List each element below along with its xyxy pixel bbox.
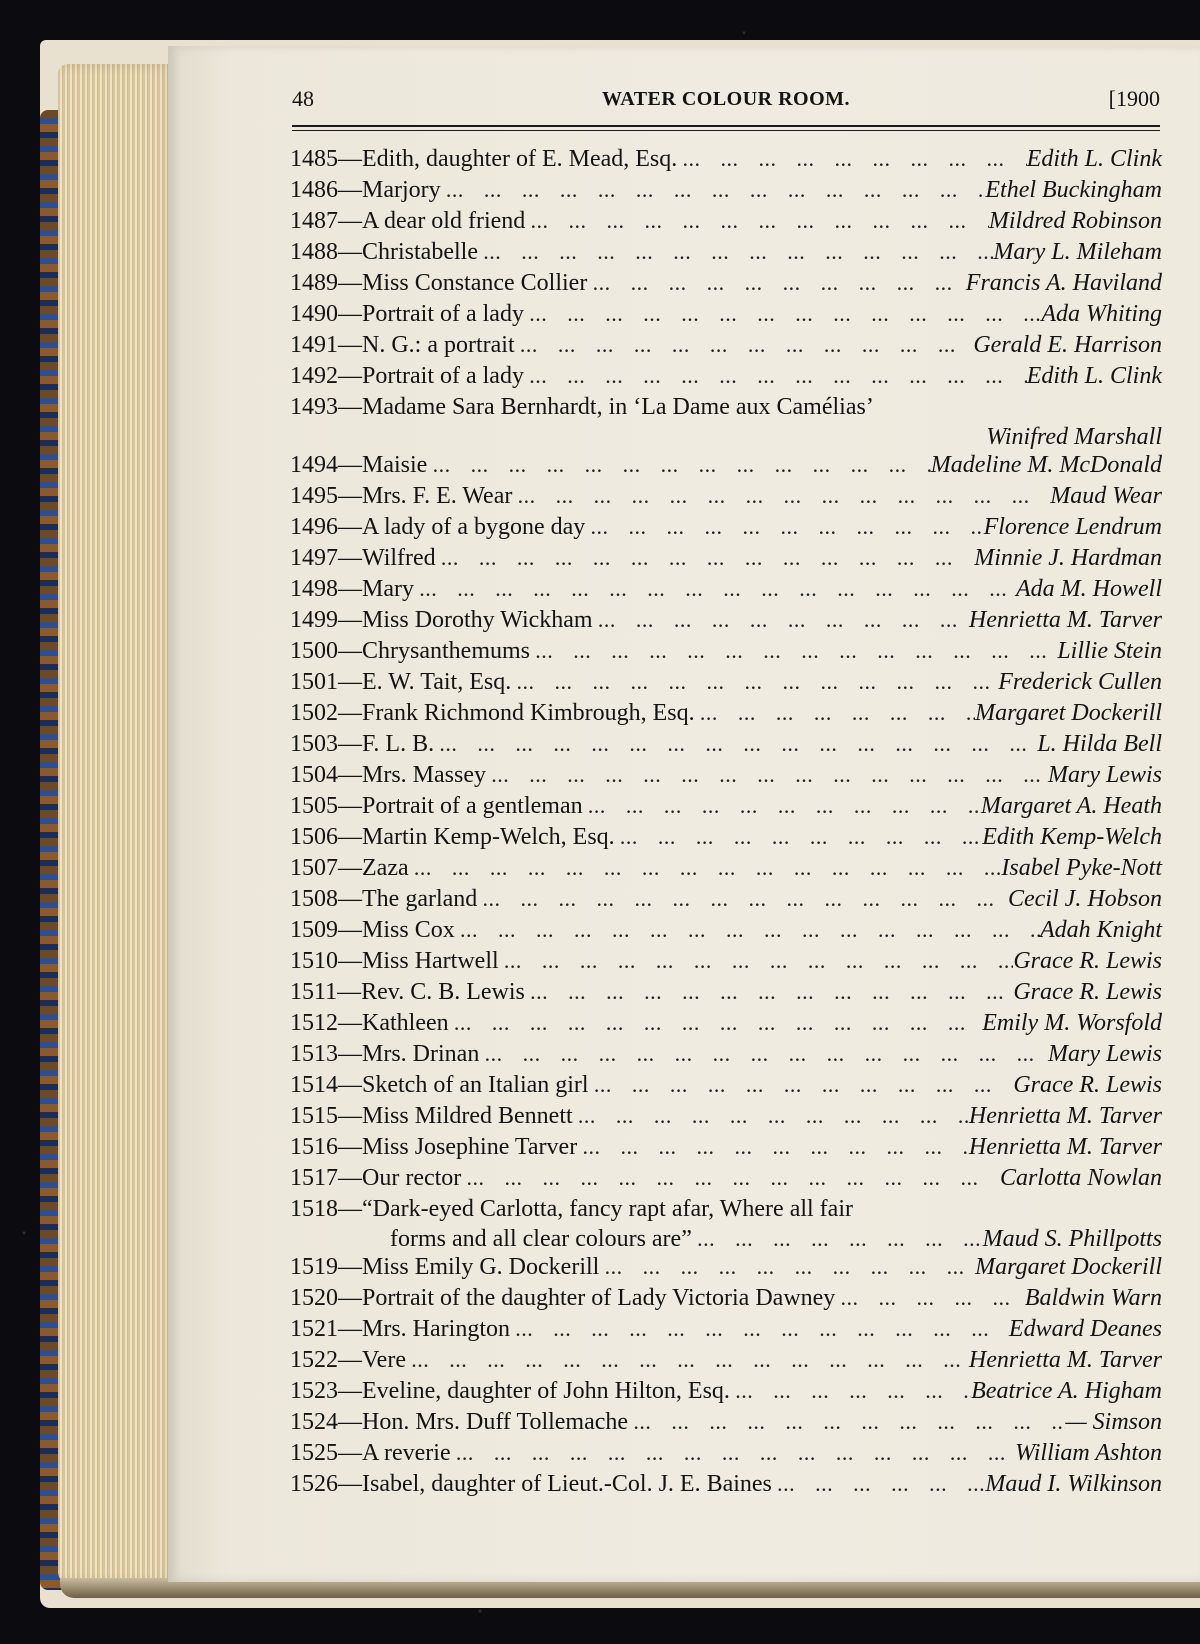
entry-number: 1513 — [290, 1041, 338, 1067]
dot-leader — [525, 979, 1013, 1010]
catalogue-entry — [290, 392, 1162, 450]
entry-number: 1512 — [290, 1010, 338, 1036]
catalogue-entry — [290, 481, 1162, 512]
entry-title: Portrait of a lady — [362, 301, 524, 327]
entry-artist: L. Hilda Bell — [1037, 731, 1162, 757]
entry-artist: Grace R. Lewis — [1013, 948, 1162, 974]
dot-leader — [695, 700, 976, 731]
catalogue-entry — [290, 977, 1162, 1008]
catalogue-entry — [290, 1194, 1162, 1252]
entry-title: A dear old friend — [362, 208, 526, 234]
entry-number: 1492 — [290, 363, 338, 389]
entry-title: Mary — [362, 576, 414, 602]
dot-leader — [530, 638, 1057, 669]
catalogue-entry — [290, 1345, 1162, 1376]
catalogue-entry — [290, 760, 1162, 791]
entry-artist: Margaret A. Heath — [980, 793, 1162, 819]
entry-number: 1524 — [290, 1409, 338, 1435]
entry-dash: — — [338, 1378, 362, 1404]
entry-number: 1502 — [290, 700, 338, 726]
entry-title: A lady of a bygone day — [362, 514, 586, 540]
entry-number: 1489 — [290, 270, 338, 296]
entry-number: 1491 — [290, 332, 338, 358]
entry-artist: Emily M. Worsfold — [982, 1010, 1162, 1036]
entry-number: 1485 — [290, 146, 338, 172]
catalogue-entry — [290, 206, 1162, 237]
entry-title: Sketch of an Italian girl — [362, 1072, 589, 1098]
entry-title: “Dark-eyed Carlotta, fancy rapt afar, Where all fair — [362, 1196, 853, 1222]
entry-number: 1488 — [290, 239, 338, 265]
entry-artist: Francis A. Haviland — [965, 270, 1162, 296]
entry-dash: — — [338, 1041, 362, 1067]
entry-dash: — — [337, 979, 362, 1005]
dot-leader — [587, 270, 965, 301]
catalogue-entry — [290, 1407, 1162, 1438]
entry-title: Mrs. Massey — [362, 762, 486, 788]
catalogue-entry — [290, 915, 1162, 946]
entry-dash: — — [338, 1072, 362, 1098]
entry-title: Miss Emily G. Dockerill — [362, 1254, 600, 1280]
entry-dash: — — [338, 607, 362, 633]
entry-dash: — — [338, 1409, 362, 1435]
entry-artist: Carlotta Nowlan — [999, 1165, 1162, 1191]
entry-dash: — — [338, 669, 362, 695]
entry-title: Maisie — [362, 452, 428, 478]
entry-artist: Maud Wear — [1050, 483, 1162, 509]
catalogue-entry — [290, 1469, 1162, 1500]
entry-title: N. G.: a portrait — [362, 332, 515, 358]
dot-leader — [515, 332, 974, 363]
entry-number: 1519 — [290, 1254, 338, 1280]
entry-artist: Henrietta M. Tarver — [968, 1347, 1162, 1373]
entry-title: Portrait of the daughter of Lady Victoria Dawney — [362, 1285, 836, 1311]
dot-leader — [835, 1285, 1025, 1316]
catalogue-entry — [290, 636, 1162, 667]
entry-number: 1503 — [290, 731, 338, 757]
entry-dash: — — [338, 208, 362, 234]
entry-number: 1522 — [290, 1347, 338, 1373]
dot-leader — [510, 1316, 1009, 1347]
entry-title: Rev. C. B. Lewis — [361, 979, 525, 1005]
entry-dash: — — [338, 483, 362, 509]
catalogue-entry — [290, 853, 1162, 884]
entry-artist: Mary Lewis — [1048, 1041, 1162, 1067]
catalogue-entry — [290, 237, 1162, 268]
page-heading: WATER COLOUR ROOM. — [601, 88, 851, 110]
entry-artist: — Simson — [1065, 1409, 1162, 1435]
catalogue-entry — [290, 1314, 1162, 1345]
catalogue-entry — [290, 1008, 1162, 1039]
entry-dash: — — [338, 270, 362, 296]
entry-dash: — — [338, 545, 362, 571]
entry-title: Eveline, daughter of John Hilton, Esq. — [362, 1378, 730, 1404]
entry-dash: — — [338, 1196, 362, 1222]
dot-leader — [486, 762, 1048, 793]
header-rule — [292, 125, 1160, 127]
entry-dash: — — [338, 886, 362, 912]
dot-leader — [524, 363, 1027, 394]
catalogue-entry — [290, 144, 1162, 175]
entry-title: Edith, daughter of E. Mead, Esq. — [362, 146, 678, 172]
entry-artist: Isabel Pyke-Nott — [1001, 855, 1162, 881]
entry-number: 1518 — [290, 1196, 338, 1222]
catalogue-entry — [290, 543, 1162, 574]
entry-artist: Henrietta M. Tarver — [968, 607, 1162, 633]
entry-number: 1501 — [290, 669, 338, 695]
dot-leader — [511, 669, 998, 700]
catalogue-entry — [290, 1438, 1162, 1469]
entry-dash: — — [338, 394, 362, 420]
catalogue-entry — [290, 1163, 1162, 1194]
entry-number: 1487 — [290, 208, 338, 234]
entry-dash: — — [338, 332, 362, 358]
dot-leader — [525, 208, 989, 239]
entry-artist: Grace R. Lewis — [1013, 979, 1162, 1005]
catalogue-entry — [290, 698, 1162, 729]
entry-artist: Madeline M. McDonald — [930, 452, 1162, 478]
catalogue-entry — [290, 512, 1162, 543]
dot-leader — [414, 576, 1016, 607]
running-head — [292, 86, 1160, 120]
entry-dash: — — [338, 576, 362, 602]
catalogue-entry — [290, 822, 1162, 853]
entry-number: 1497 — [290, 545, 338, 571]
entry-artist: Grace R. Lewis — [1013, 1072, 1162, 1098]
entry-title: Portrait of a gentleman — [362, 793, 583, 819]
entry-artist: Cecil J. Hobson — [1008, 886, 1162, 912]
entry-artist: Henrietta M. Tarver — [968, 1134, 1162, 1160]
catalogue-entry — [290, 1132, 1162, 1163]
entry-title: Martin Kemp-Welch, Esq. — [362, 824, 615, 850]
entry-number: 1516 — [290, 1134, 338, 1160]
entry-dash: — — [338, 1471, 362, 1497]
entry-artist: Frederick Cullen — [998, 669, 1162, 695]
entry-artist: Mildred Robinson — [988, 208, 1162, 234]
entry-title: Hon. Mrs. Duff Tollemache — [362, 1409, 629, 1435]
entry-title: The garland — [362, 886, 478, 912]
dot-leader — [436, 545, 975, 576]
entry-title: Kathleen — [362, 1010, 449, 1036]
entry-artist: Florence Lendrum — [983, 514, 1162, 540]
dot-leader — [615, 824, 983, 855]
entry-title: Miss Dorothy Wickham — [362, 607, 593, 633]
catalogue-entry — [290, 605, 1162, 636]
entry-title: Marjory — [362, 177, 441, 203]
entry-number: 1495 — [290, 483, 338, 509]
entry-number: 1486 — [290, 177, 338, 203]
entry-title: F. L. B. — [362, 731, 435, 757]
catalogue-entry — [290, 946, 1162, 977]
page-number: 48 — [292, 86, 314, 111]
catalogue-entry — [290, 299, 1162, 330]
entry-dash: — — [338, 1285, 362, 1311]
entry-artist: Ada M. Howell — [1016, 576, 1162, 602]
entry-artist: Edith L. Clink — [1026, 363, 1162, 389]
entry-number: 1509 — [290, 917, 338, 943]
entry-title: Our rector — [362, 1165, 462, 1191]
entry-dash: — — [338, 1165, 362, 1191]
catalogue-entry — [290, 1070, 1162, 1101]
entry-title: Madame Sara Bernhardt, in ‘La Dame aux Camélias’ — [362, 394, 874, 420]
entry-artist: Mary L. Mileham — [993, 239, 1162, 265]
entry-title: Vere — [362, 1347, 406, 1373]
entry-dash: — — [338, 948, 362, 974]
entry-dash: — — [338, 514, 362, 540]
entry-dash: — — [338, 452, 362, 478]
entry-artist: Edith Kemp-Welch — [982, 824, 1162, 850]
entry-artist: Henrietta M. Tarver — [968, 1103, 1162, 1129]
entry-number: 1496 — [290, 514, 338, 540]
entry-artist: Maud S. Phillpotts — [982, 1226, 1162, 1252]
entry-dash: — — [338, 146, 362, 172]
entry-title: Mrs. Drinan — [362, 1041, 480, 1067]
entry-dash: — — [338, 1010, 362, 1036]
catalogue-entry — [290, 330, 1162, 361]
dot-leader — [772, 1471, 985, 1502]
entry-number: 1500 — [290, 638, 338, 664]
entry-artist: Lillie Stein — [1057, 638, 1162, 664]
dot-leader — [512, 483, 1050, 514]
catalogue-entry — [290, 667, 1162, 698]
entry-dash: — — [338, 1347, 362, 1373]
entry-dash: — — [338, 1254, 362, 1280]
catalogue-entry — [290, 268, 1162, 299]
catalogue-entry — [290, 1283, 1162, 1314]
catalogue-entry — [290, 361, 1162, 392]
entry-number: 1525 — [290, 1440, 338, 1466]
dot-leader — [628, 1409, 1065, 1440]
entry-number: 1511 — [290, 979, 338, 1005]
page-year: [1900 — [1108, 86, 1160, 111]
catalogue-entry — [290, 450, 1162, 481]
entry-title: Mrs. F. E. Wear — [362, 483, 513, 509]
dot-leader — [677, 146, 1026, 177]
catalogue-entry — [290, 574, 1162, 605]
entry-title: Portrait of a lady — [362, 363, 524, 389]
catalogue-entry — [290, 791, 1162, 822]
entry-title: Wilfred — [362, 545, 436, 571]
catalogue-entry — [290, 1039, 1162, 1070]
entry-title: Miss Constance Collier — [362, 270, 588, 296]
dot-leader — [479, 1041, 1048, 1072]
catalogue-entry — [290, 1252, 1162, 1283]
dot-leader — [434, 731, 1037, 762]
entry-number: 1493 — [290, 394, 338, 420]
entry-artist: Adah Knight — [1039, 917, 1162, 943]
entry-number: 1510 — [290, 948, 338, 974]
dot-leader — [455, 917, 1040, 948]
dot-leader — [406, 1347, 969, 1378]
catalogue-entry — [290, 729, 1162, 760]
entry-dash: — — [338, 1103, 362, 1129]
entry-artist: Margaret Dockerill — [975, 700, 1162, 726]
entry-number: 1514 — [290, 1072, 338, 1098]
entry-dash: — — [338, 1134, 362, 1160]
entry-number: 1506 — [290, 824, 338, 850]
entry-artist: Margaret Dockerill — [975, 1254, 1162, 1280]
entry-number: 1517 — [290, 1165, 338, 1191]
entry-dash: — — [338, 239, 362, 265]
dot-leader — [599, 1254, 975, 1285]
dot-leader — [573, 1103, 969, 1134]
dot-leader — [583, 793, 981, 824]
dot-leader — [524, 301, 1041, 332]
entry-title: Frank Richmond Kimbrough, Esq. — [362, 700, 695, 726]
entry-artist: Ada Whiting — [1041, 301, 1162, 327]
entry-title: Chrysanthemums — [362, 638, 530, 664]
entry-title: Isabel, daughter of Lieut.-Col. J. E. Baines — [362, 1471, 772, 1497]
entry-dash: — — [338, 301, 362, 327]
dot-leader — [451, 1440, 1015, 1471]
page-edges — [58, 64, 178, 1584]
entry-artist: Edith L. Clink — [1026, 146, 1162, 172]
dot-leader — [478, 239, 993, 270]
entry-number: 1515 — [290, 1103, 338, 1129]
entry-title: Christabelle — [362, 239, 478, 265]
entry-title-continuation: forms and all clear colours are” — [390, 1226, 692, 1252]
entry-dash: — — [338, 855, 362, 881]
dot-leader — [449, 1010, 983, 1041]
catalogue-entry — [290, 175, 1162, 206]
dot-leader — [461, 1165, 1000, 1196]
entry-artist: Edward Deanes — [1008, 1316, 1162, 1342]
dot-leader — [477, 886, 1008, 917]
dot-leader — [730, 1378, 971, 1409]
entry-artist: Minnie J. Hardman — [974, 545, 1162, 571]
entry-title: Miss Josephine Tarver — [362, 1134, 578, 1160]
dot-leader — [589, 1072, 1014, 1103]
entry-title: Mrs. Harington — [362, 1316, 510, 1342]
dot-leader — [409, 855, 1002, 886]
catalogue-entry — [290, 1101, 1162, 1132]
catalogue-entry — [290, 884, 1162, 915]
entry-dash: — — [338, 363, 362, 389]
entry-number: 1504 — [290, 762, 338, 788]
entry-dash: — — [338, 177, 362, 203]
entry-dash: — — [338, 638, 362, 664]
entry-title: Miss Mildred Bennett — [362, 1103, 573, 1129]
entry-number: 1507 — [290, 855, 338, 881]
catalogue-entries — [290, 144, 1162, 1500]
entry-artist: Winifred Marshall — [986, 424, 1162, 450]
entry-number: 1498 — [290, 576, 338, 602]
entry-title: Zaza — [362, 855, 409, 881]
entry-dash: — — [338, 1440, 362, 1466]
entry-title: A reverie — [362, 1440, 451, 1466]
entry-artist: Gerald E. Harrison — [973, 332, 1162, 358]
entry-dash: — — [338, 762, 362, 788]
entry-title: Miss Cox — [362, 917, 455, 943]
entry-dash: — — [338, 1316, 362, 1342]
catalogue-entry — [290, 1376, 1162, 1407]
entry-number: 1523 — [290, 1378, 338, 1404]
entry-number: 1490 — [290, 301, 338, 327]
entry-artist: William Ashton — [1015, 1440, 1162, 1466]
dot-leader — [593, 607, 969, 638]
entry-dash: — — [338, 700, 362, 726]
entry-number: 1494 — [290, 452, 338, 478]
dot-leader — [577, 1134, 969, 1165]
dot-leader — [585, 514, 983, 545]
entry-dash: — — [338, 793, 362, 819]
entry-artist: Maud I. Wilkinson — [985, 1471, 1162, 1497]
entry-artist: Ethel Buckingham — [985, 177, 1162, 203]
dot-leader — [441, 177, 986, 208]
entry-artist: Mary Lewis — [1048, 762, 1162, 788]
entry-number: 1520 — [290, 1285, 338, 1311]
entry-artist: Beatrice A. Higham — [971, 1378, 1162, 1404]
entry-number: 1505 — [290, 793, 338, 819]
dot-leader — [427, 452, 930, 483]
entry-title: Miss Hartwell — [362, 948, 499, 974]
entry-number: 1521 — [290, 1316, 338, 1342]
header-rule-thin — [292, 130, 1160, 131]
entry-dash: — — [338, 917, 362, 943]
entry-number: 1508 — [290, 886, 338, 912]
entry-title: E. W. Tait, Esq. — [362, 669, 512, 695]
entry-number: 1526 — [290, 1471, 338, 1497]
entry-artist: Baldwin Warn — [1024, 1285, 1162, 1311]
entry-number: 1499 — [290, 607, 338, 633]
entry-dash: — — [338, 824, 362, 850]
dot-leader — [499, 948, 1014, 979]
entry-dash: — — [338, 731, 362, 757]
